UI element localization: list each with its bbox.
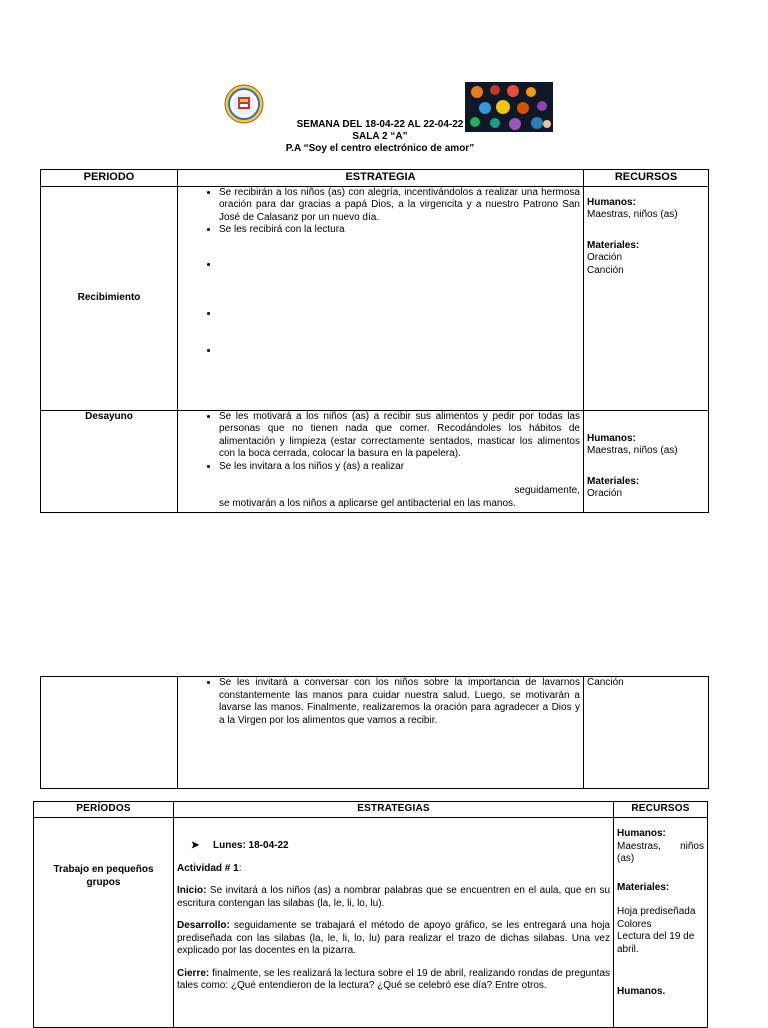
- bullet-item: [219, 345, 580, 358]
- period-recibimiento: Recibimiento: [41, 186, 178, 410]
- bullet-item: • Se les invitara a los niños y (as) a realizar: [219, 461, 580, 474]
- continuation-text: seguidamente,: [514, 485, 580, 497]
- estrategia-desayuno: [178, 410, 584, 512]
- col-estrategia: ESTRATEGIA: [178, 170, 584, 187]
- bullet-item: [219, 308, 580, 321]
- cierre-text: finalmente, se les realizará la lectura sobre el 19 de abril, realizando rondas de preguntas tales como: ¿Qué entendieron de la lectura? ¿Qué se celebró ese día? Entre otros.: [177, 967, 611, 991]
- material-item: Colores: [617, 918, 652, 930]
- project-heading: P.A “Soy el centro electrónico de amor”: [285, 143, 475, 154]
- period-trabajo-grupos: [34, 818, 174, 1028]
- planning-table-3: [33, 801, 708, 1028]
- inicio-label: Inicio:: [177, 885, 207, 896]
- estrategia-continuation: [178, 677, 584, 789]
- day-label: Lunes: 18-04-22: [213, 840, 289, 851]
- materiales-label: Materiales:: [587, 239, 640, 251]
- school-seal-logo: [223, 84, 265, 124]
- material-item: Oración: [587, 252, 623, 264]
- humanos-label: Humanos:: [587, 196, 636, 208]
- period-empty: [41, 677, 178, 789]
- material-item: Lectura del 19 de abril.: [617, 931, 695, 955]
- estrategia-recibimiento: [178, 186, 584, 410]
- bullet-item: • Se recibirán a los niños (as) con alegría, incentivándolos a realizar una hermosa oración para dar gracias a papá Dios, a la virgencita y a nuestro Patrono San José de Calasanz por un nuevo día.: [219, 187, 580, 225]
- humanos-value: Maestras, niños (as): [587, 445, 678, 457]
- col-periodos: PERÍODOS: [34, 802, 174, 818]
- estrategia-trabajo-grupos: [174, 818, 614, 1028]
- cierre-label: Cierre:: [177, 967, 210, 979]
- humanos-label: Humanos:: [587, 432, 636, 444]
- humanos-value: Maestras, niños (as): [617, 840, 704, 864]
- recursos-desayuno: [584, 410, 709, 512]
- bullet-item: • Se les invitará a conversar con los niños sobre la importancia de lavarnos constantemente las manos para cuidar nuestra salud. Luego, se motivarán a lavarse las manos. Finalmente, realizaremos la oración para agradecer a Dios y a la Virgen por los alimentos que vamos a recibir.: [219, 677, 580, 727]
- bullet-item: • Se les motivará a los niños (as) a recibir sus alimentos y pedir por todas las personas que no tienen nada que comer. Recodándoles los hábitos de alimentación y limpieza (estar correctamente sentados, masticar los alimentos con la boca cerrada, colocar la basura en la papelera).: [219, 411, 580, 461]
- material-item: Hoja prediseñada: [617, 906, 696, 917]
- day-heading: [177, 840, 610, 853]
- recursos-recibimiento: [584, 186, 709, 410]
- desarrollo-label: Desarrollo:: [177, 920, 230, 931]
- period-label: Trabajo en pequeños grupos: [53, 864, 154, 888]
- bullet-item: [219, 259, 580, 272]
- material-item: Canción: [587, 264, 624, 276]
- period-desayuno: Desayuno: [41, 410, 178, 512]
- col-recursos: RECURSOS: [584, 170, 709, 187]
- humanos-label: Humanos.: [617, 986, 666, 997]
- recursos-continuation: Canción: [584, 677, 709, 789]
- arrow-bullet-icon: ➤: [191, 840, 200, 851]
- col-recursos: RECURSOS: [614, 802, 708, 818]
- humanos-label: Humanos:: [617, 828, 666, 839]
- week-heading: SEMANA DEL 18-04-22 AL 22-04-22: [296, 119, 464, 130]
- col-periodo: PERIODO: [41, 170, 178, 187]
- recursos-trabajo-grupos: [614, 818, 708, 1028]
- continuation-text: se motivarán a los niños a aplicarse gel antibacterial en las manos.: [219, 497, 516, 509]
- inicio-text: Se invitará a los niños (as) a nombrar palabras que se encuentren en el aula, que en su escritura contengan las silabas (la, le, li, lo, lu).: [177, 885, 611, 909]
- activity-suffix: :: [238, 862, 242, 874]
- room-heading: SALA 2 “A”: [352, 131, 408, 142]
- planning-table-2: [40, 676, 709, 789]
- col-estrategias: ESTRATEGIAS: [174, 802, 614, 818]
- material-item: Oración: [587, 488, 623, 500]
- materiales-label: Materiales:: [587, 475, 640, 487]
- materiales-label: Materiales:: [617, 881, 670, 893]
- bullet-item: • Se les recibirá con la lectura: [219, 224, 580, 237]
- humanos-value: Maestras, niños (as): [587, 209, 678, 221]
- desarrollo-text: seguidamente se trabajará el método de apoyo gráfico, se les entregará una hoja prediseñada con las silabas (la, le, li, lo, lu) para realizar el trazo de dichas silabas. Una vez explicado por las docentes en la pizarra.: [177, 920, 611, 956]
- planning-table-1: [40, 169, 709, 513]
- activity-label: Actividad # 1: [177, 862, 239, 874]
